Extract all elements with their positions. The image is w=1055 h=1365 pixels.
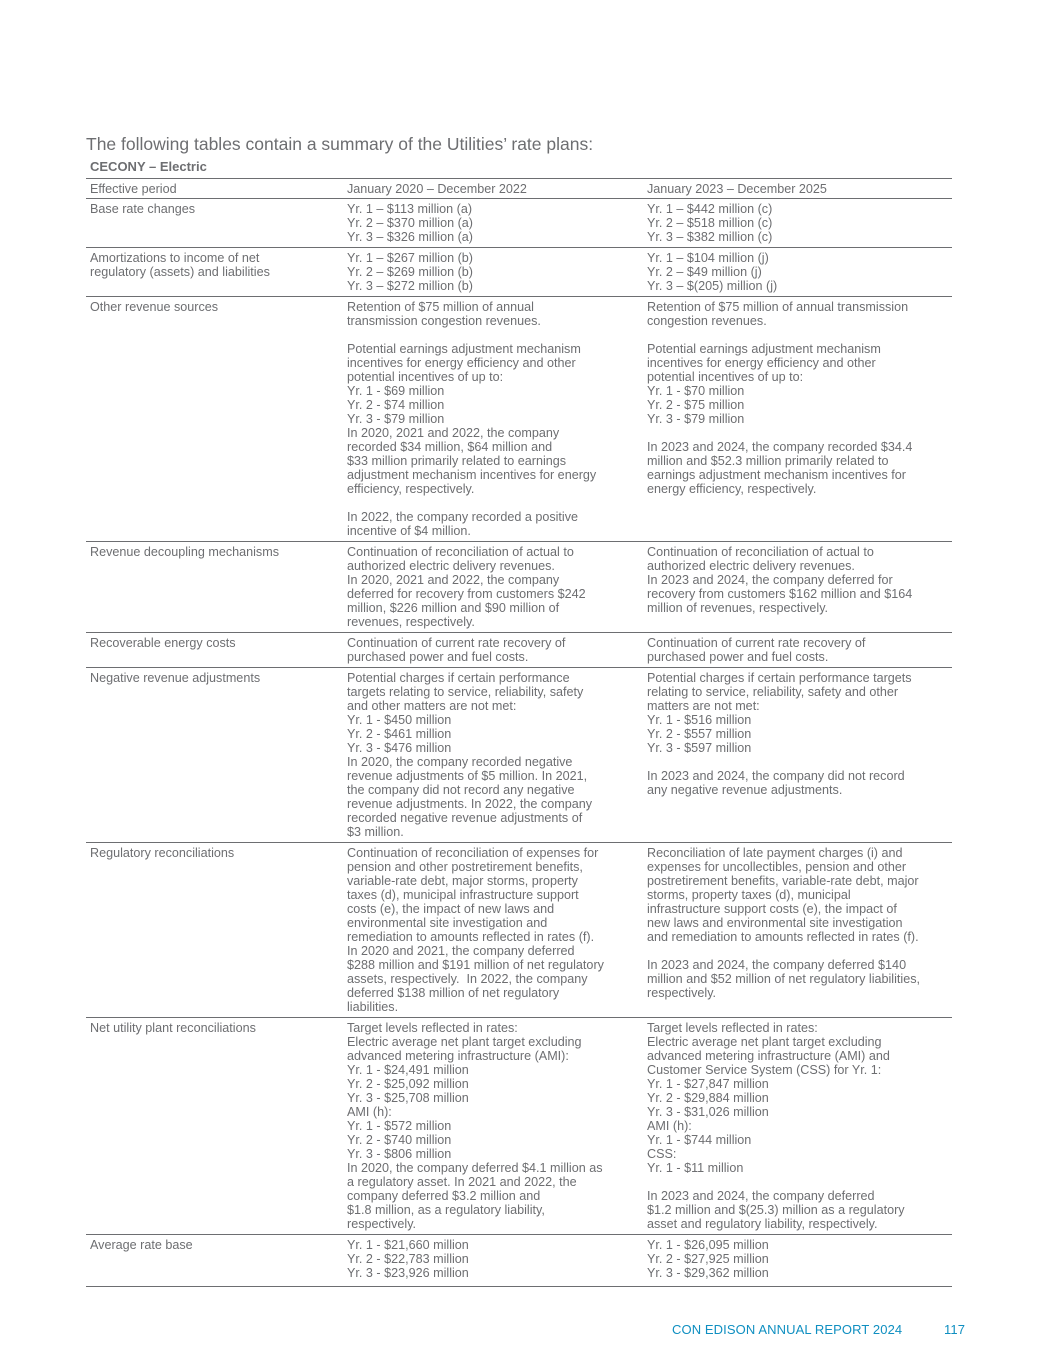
cell-line: remediation to amounts reflected in rates (f). <box>347 930 595 944</box>
cell-line: Reconciliation of late payment charges (i) and <box>647 846 903 860</box>
table-cell <box>643 297 952 542</box>
cell-line: new laws and environmental site investigation <box>647 916 903 930</box>
table-row <box>86 297 952 542</box>
cell-line: Net utility plant reconciliations <box>90 1021 256 1035</box>
table-cell <box>643 1018 952 1235</box>
intro-text: The following tables contain a summary of the Utilities’ rate plans: <box>86 134 594 154</box>
table-cell <box>343 248 643 297</box>
cell-line: Yr. 1 – $267 million (b) <box>347 251 473 265</box>
cell-line: Yr. 3 – $(205) million (j) <box>647 279 778 293</box>
cell-line: Yr. 1 - $69 million <box>347 384 445 398</box>
cell-line: earnings adjustment mechanism incentives for <box>647 468 906 482</box>
table-cell <box>643 199 952 248</box>
cell-line: Yr. 1 – $113 million (a) <box>347 202 473 216</box>
cell-line: Electric average net plant target excluding <box>347 1035 582 1049</box>
cell-line: Target levels reflected in rates: <box>647 1021 818 1035</box>
cell-line: recorded negative revenue adjustments of <box>347 811 583 825</box>
table-cell <box>643 668 952 843</box>
table-row <box>86 1235 952 1287</box>
table-cell <box>643 248 952 297</box>
cell-line: energy efficiency, respectively. <box>647 482 817 496</box>
cell-line: In 2020 and 2021, the company deferred <box>347 944 575 958</box>
row-label-cell <box>86 248 343 297</box>
cell-line: Continuation of reconciliation of expenses for <box>347 846 599 860</box>
cell-line: Yr. 2 - $557 million <box>647 727 752 741</box>
cell-line: company deferred $3.2 million and <box>347 1189 541 1203</box>
cell-line: $1.2 million and $(25.3) million as a regulatory <box>647 1203 905 1217</box>
cell-line: Revenue decoupling mechanisms <box>90 545 280 559</box>
cell-line: Yr. 2 – $518 million (c) <box>647 216 773 230</box>
cell-line: incentives for energy efficiency and other <box>647 356 876 370</box>
cell-line: Yr. 2 – $370 million (a) <box>347 216 473 230</box>
cell-line: million and $52 million of net regulatory liabilities, <box>647 972 921 986</box>
cell-line: In 2020, the company recorded negative <box>347 755 573 769</box>
table-cell <box>643 843 952 1018</box>
cell-line: Yr. 1 - $744 million <box>647 1133 752 1147</box>
table-body <box>86 199 952 1287</box>
cell-line: liabilities. <box>347 1000 399 1014</box>
cell-line: potential incentives of up to: <box>647 370 804 384</box>
cell-line: Yr. 3 - $23,926 million <box>347 1266 469 1280</box>
cell-line: Yr. 1 - $70 million <box>647 384 745 398</box>
cell-line: Customer Service System (CSS) for Yr. 1: <box>647 1063 882 1077</box>
cell-line: million and $52.3 million primarily related to <box>647 454 889 468</box>
cell-line: the company did not record any negative <box>347 783 575 797</box>
cell-line: $288 million and $191 million of net regulatory <box>347 958 604 972</box>
cell-line: In 2023 and 2024, the company did not record <box>647 769 905 783</box>
cell-line: assets, respectively. In 2022, the company <box>347 972 588 986</box>
table-cell <box>343 843 643 1018</box>
cell-line <box>647 944 948 958</box>
cell-line: Yr. 2 – $269 million (b) <box>347 265 473 279</box>
cell-line: any negative revenue adjustments. <box>647 783 843 797</box>
table-cell <box>343 199 643 248</box>
cell-line: Negative revenue adjustments <box>90 671 261 685</box>
cell-line: Yr. 1 - $572 million <box>347 1119 452 1133</box>
cell-line: incentive of $4 million. <box>347 524 471 538</box>
table-row <box>86 668 952 843</box>
cell-line: Yr. 2 - $27,925 million <box>647 1252 769 1266</box>
header-period-2020-2022: January 2020 – December 2022 <box>343 179 643 199</box>
cell-line: AMI (h): <box>347 1105 392 1119</box>
cell-line: In 2020, 2021 and 2022, the company <box>347 426 560 440</box>
table-cell <box>343 297 643 542</box>
cell-line: In 2020, the company deferred $4.1 million as <box>347 1161 603 1175</box>
cell-line: purchased power and fuel costs. <box>347 650 529 664</box>
cell-line: revenues, respectively. <box>347 615 475 629</box>
table-cell <box>643 633 952 668</box>
cell-line: and remediation to amounts reflected in rates (f). <box>647 930 919 944</box>
cell-line: Yr. 2 - $75 million <box>647 398 745 412</box>
cell-line: Continuation of current rate recovery of <box>647 636 866 650</box>
table-cell <box>343 542 643 633</box>
page-footer <box>672 1322 966 1337</box>
cell-line: Yr. 3 - $806 million <box>347 1147 452 1161</box>
cell-line: Yr. 2 – $49 million (j) <box>647 265 762 279</box>
cell-line: congestion revenues. <box>647 314 767 328</box>
cell-line: Yr. 2 - $22,783 million <box>347 1252 469 1266</box>
cell-line: Yr. 1 – $104 million (j) <box>647 251 769 265</box>
cell-line: transmission congestion revenues. <box>347 314 541 328</box>
cell-line: Yr. 3 - $79 million <box>647 412 745 426</box>
cell-line: million, $226 million and $90 million of <box>347 601 560 615</box>
cell-line: AMI (h): <box>647 1119 692 1133</box>
cell-line: Yr. 3 – $326 million (a) <box>347 230 473 244</box>
table-cell <box>343 1018 643 1235</box>
cell-line: Yr. 1 - $27,847 million <box>647 1077 769 1091</box>
cell-line: postretirement benefits, variable-rate debt, major <box>647 874 919 888</box>
cell-line: adjustment mechanism incentives for energy <box>347 468 597 482</box>
cell-line: Average rate base <box>90 1238 193 1252</box>
table-row <box>86 542 952 633</box>
cell-line: Yr. 3 - $25,708 million <box>347 1091 469 1105</box>
cell-line <box>647 755 948 769</box>
row-label-cell <box>86 633 343 668</box>
cell-line: Yr. 3 - $476 million <box>347 741 452 755</box>
section-title: CECONY – Electric <box>90 159 207 174</box>
cell-line: respectively. <box>647 986 717 1000</box>
cell-line: Other revenue sources <box>90 300 219 314</box>
cell-line: costs (e), the impact of new laws and <box>347 902 555 916</box>
cell-line: advanced metering infrastructure (AMI): <box>347 1049 569 1063</box>
table-row <box>86 248 952 297</box>
cell-line: Retention of $75 million of annual <box>347 300 534 314</box>
table-cell <box>343 1235 643 1287</box>
cell-line: Potential charges if certain performance targets <box>647 671 912 685</box>
cell-line: Yr. 1 – $442 million (c) <box>647 202 773 216</box>
cell-line: authorized electric delivery revenues. <box>647 559 855 573</box>
cell-line: storms, property taxes (d), municipal <box>647 888 851 902</box>
cell-line: advanced metering infrastructure (AMI) and <box>647 1049 890 1063</box>
cell-line: Yr. 3 – $272 million (b) <box>347 279 473 293</box>
cell-line: $3 million. <box>347 825 404 839</box>
cell-line: $1.8 million, as a regulatory liability, <box>347 1203 545 1217</box>
footer-report-title: CON EDISON ANNUAL REPORT 2024 <box>672 1322 903 1337</box>
cell-line: recovery from customers $162 million and $164 <box>647 587 913 601</box>
cell-line: expenses for uncollectibles, pension and other <box>647 860 907 874</box>
cell-line: Potential earnings adjustment mechanism <box>647 342 881 356</box>
cell-line: In 2022, the company recorded a positive <box>347 510 579 524</box>
table-row <box>86 1018 952 1235</box>
cell-line: Potential earnings adjustment mechanism <box>347 342 581 356</box>
cell-line: In 2023 and 2024, the company deferred for <box>647 573 893 587</box>
cell-line: revenue adjustments of $5 million. In 2021, <box>347 769 588 783</box>
cell-line: CSS: <box>647 1147 677 1161</box>
cell-line: a regulatory asset. In 2021 and 2022, the <box>347 1175 577 1189</box>
cell-line: potential incentives of up to: <box>347 370 504 384</box>
row-label-cell <box>86 199 343 248</box>
cell-line: Target levels reflected in rates: <box>347 1021 518 1035</box>
cell-line: Yr. 2 - $461 million <box>347 727 452 741</box>
table-cell <box>343 633 643 668</box>
cell-line <box>647 328 948 342</box>
cell-line: deferred for recovery from customers $242 <box>347 587 586 601</box>
page-number: 117 <box>944 1322 966 1337</box>
cell-line: In 2020, 2021 and 2022, the company <box>347 573 560 587</box>
cell-line: Yr. 3 – $382 million (c) <box>647 230 773 244</box>
cell-line: purchased power and fuel costs. <box>647 650 829 664</box>
cell-line: Yr. 1 - $450 million <box>347 713 452 727</box>
header-effective-period: Effective period <box>86 179 343 199</box>
cell-line: Continuation of reconciliation of actual to <box>347 545 574 559</box>
cell-line: authorized electric delivery revenues. <box>347 559 555 573</box>
cell-line: In 2023 and 2024, the company recorded $34.4 <box>647 440 913 454</box>
cell-line: Yr. 1 - $21,660 million <box>347 1238 469 1252</box>
cell-line: Yr. 2 - $74 million <box>347 398 445 412</box>
cell-line <box>347 328 639 342</box>
cell-line: pension and other postretirement benefits, <box>347 860 583 874</box>
cell-line: taxes (d), municipal infrastructure support <box>347 888 579 902</box>
table-row <box>86 843 952 1018</box>
cell-line: Yr. 3 - $79 million <box>347 412 445 426</box>
cell-line <box>347 496 639 510</box>
cell-line: Yr. 2 - $25,092 million <box>347 1077 469 1091</box>
table-row <box>86 199 952 248</box>
cell-line: Yr. 1 - $24,491 million <box>347 1063 469 1077</box>
cell-line: deferred $138 million of net regulatory <box>347 986 560 1000</box>
row-label-cell <box>86 542 343 633</box>
cell-line: relating to service, reliability, safety and other <box>647 685 899 699</box>
row-label-cell <box>86 297 343 542</box>
table-row <box>86 633 952 668</box>
cell-line: Amortizations to income of net <box>90 251 260 265</box>
cell-line: and other matters are not met: <box>347 699 517 713</box>
cell-line: Regulatory reconciliations <box>90 846 235 860</box>
cell-line: incentives for energy efficiency and other <box>347 356 576 370</box>
cell-line <box>647 1175 948 1189</box>
rate-plan-table <box>86 178 952 1287</box>
row-label-cell <box>86 843 343 1018</box>
cell-line: regulatory (assets) and liabilities <box>90 265 270 279</box>
cell-line: Yr. 3 - $31,026 million <box>647 1105 769 1119</box>
cell-line: Retention of $75 million of annual transmission <box>647 300 909 314</box>
cell-line: variable-rate debt, major storms, property <box>347 874 578 888</box>
cell-line: Potential charges if certain performance <box>347 671 570 685</box>
cell-line: matters are not met: <box>647 699 760 713</box>
cell-line: million of revenues, respectively. <box>647 601 829 615</box>
cell-line: revenue adjustments. In 2022, the company <box>347 797 593 811</box>
cell-line: environmental site investigation and <box>347 916 548 930</box>
header-period-2023-2025: January 2023 – December 2025 <box>643 179 952 199</box>
cell-line: Continuation of reconciliation of actual to <box>647 545 874 559</box>
cell-line: asset and regulatory liability, respectively. <box>647 1217 878 1231</box>
cell-line: Yr. 2 - $740 million <box>347 1133 452 1147</box>
cell-line: Yr. 1 - $516 million <box>647 713 752 727</box>
cell-line: Recoverable energy costs <box>90 636 236 650</box>
cell-line: infrastructure support costs (e), the impact of <box>647 902 897 916</box>
table-header-row <box>86 179 952 199</box>
cell-line: In 2023 and 2024, the company deferred <box>647 1189 875 1203</box>
row-label-cell <box>86 1018 343 1235</box>
cell-line: Yr. 1 - $11 million <box>647 1161 744 1175</box>
table-cell <box>643 542 952 633</box>
cell-line <box>647 426 948 440</box>
table-cell <box>643 1235 952 1287</box>
cell-line: Yr. 3 - $597 million <box>647 741 752 755</box>
cell-line: Continuation of current rate recovery of <box>347 636 566 650</box>
cell-line: In 2023 and 2024, the company deferred $140 <box>647 958 907 972</box>
cell-line: recorded $34 million, $64 million and <box>347 440 553 454</box>
cell-line: $33 million primarily related to earnings <box>347 454 567 468</box>
row-label-cell <box>86 668 343 843</box>
cell-line: Base rate changes <box>90 202 196 216</box>
row-label-cell <box>86 1235 343 1287</box>
cell-line: respectively. <box>347 1217 417 1231</box>
cell-line: Yr. 3 - $29,362 million <box>647 1266 769 1280</box>
table-cell <box>343 668 643 843</box>
cell-line: Yr. 2 - $29,884 million <box>647 1091 769 1105</box>
cell-line: Electric average net plant target excluding <box>647 1035 882 1049</box>
cell-line: targets relating to service, reliability, safety <box>347 685 584 699</box>
cell-line: Yr. 1 - $26,095 million <box>647 1238 769 1252</box>
cell-line: efficiency, respectively. <box>347 482 475 496</box>
